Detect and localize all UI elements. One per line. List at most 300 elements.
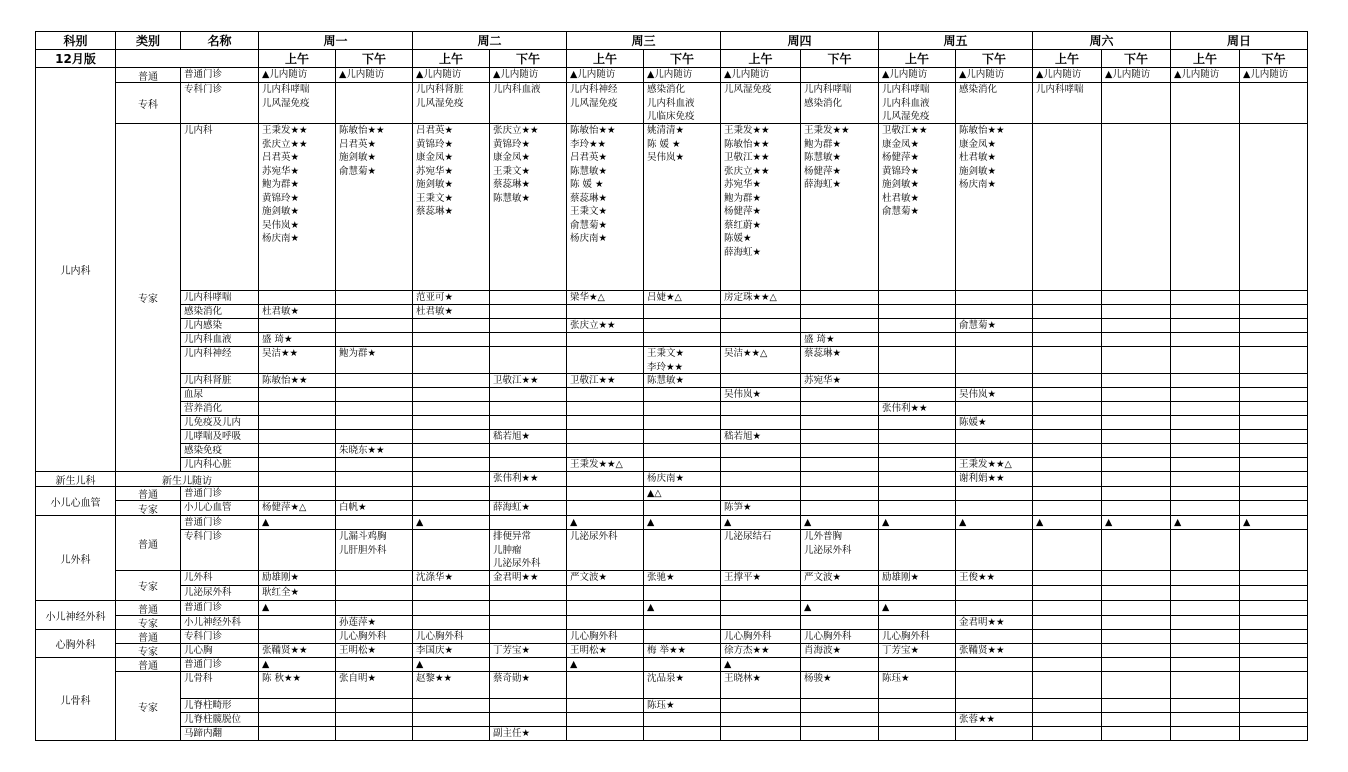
- schedule-entry: 沈品泉★: [643, 671, 721, 699]
- schedule-entry: 张自明★: [335, 671, 413, 699]
- schedule-entry: [800, 401, 879, 416]
- schedule-entry: [800, 443, 879, 458]
- schedule-entry: 感染消化: [955, 82, 1033, 124]
- schedule-entry: [258, 290, 336, 305]
- schedule-entry: [412, 712, 490, 727]
- schedule-entry: [1170, 373, 1240, 388]
- schedule-entry: [1170, 82, 1240, 124]
- schedule-entry: [643, 387, 721, 402]
- schedule-entry: ▲儿内随访: [335, 67, 413, 83]
- schedule-entry: ▲: [878, 515, 956, 530]
- schedule-entry: [1170, 332, 1240, 347]
- category-cell: 普通: [115, 629, 181, 644]
- schedule-entry: [1239, 401, 1308, 416]
- schedule-entry: 儿心胸外科: [720, 629, 801, 644]
- schedule-entry: 王俊★★: [955, 570, 1033, 586]
- schedule-entry: [1032, 657, 1102, 672]
- schedule-entry: 陈敏怡★★ 吕君英★ 施剑敏★ 俞慧菊★: [335, 123, 413, 291]
- schedule-entry: [1101, 615, 1171, 630]
- schedule-entry: [566, 401, 644, 416]
- schedule-entry: [800, 471, 879, 487]
- schedule-entry: [800, 698, 879, 713]
- schedule-entry: 白帆★: [335, 500, 413, 516]
- day-header: 周四: [720, 31, 879, 50]
- schedule-entry: 张鞴贤★★: [955, 643, 1033, 658]
- schedule-entry: [489, 615, 567, 630]
- schedule-entry: [1101, 346, 1171, 374]
- schedule-entry: [412, 600, 490, 616]
- schedule-entry: [566, 500, 644, 516]
- schedule-entry: [878, 429, 956, 444]
- schedule-entry: [258, 415, 336, 430]
- schedule-entry: ▲: [1170, 515, 1240, 530]
- am-header: 上午: [1170, 49, 1240, 68]
- schedule-entry: 励雄刚★: [258, 570, 336, 586]
- schedule-entry: 姚清清★ 陈 媛 ★ 吴伟岚★: [643, 123, 721, 291]
- schedule-entry: [1032, 415, 1102, 430]
- schedule-entry: 儿风湿免疫: [720, 82, 801, 124]
- schedule-entry: [800, 290, 879, 305]
- schedule-entry: [800, 415, 879, 430]
- schedule-entry: [1170, 304, 1240, 319]
- schedule-entry: [489, 657, 567, 672]
- schedule-entry: [643, 415, 721, 430]
- schedule-entry: [335, 318, 413, 333]
- schedule-entry: [566, 671, 644, 699]
- schedule-entry: [412, 585, 490, 601]
- schedule-entry: [878, 443, 956, 458]
- category-cell: 普通: [115, 67, 181, 83]
- schedule-entry: 陈笋★: [720, 500, 801, 516]
- category-cell: 普通: [115, 515, 181, 571]
- schedule-entry: [1032, 726, 1102, 741]
- schedule-entry: [643, 615, 721, 630]
- schedule-entry: [335, 415, 413, 430]
- schedule-entry: ▲: [258, 515, 336, 530]
- schedule-entry: [1170, 698, 1240, 713]
- schedule-entry: [489, 290, 567, 305]
- schedule-entry: [1170, 123, 1240, 291]
- schedule-entry: [489, 387, 567, 402]
- schedule-entry: [335, 585, 413, 601]
- schedule-entry: [489, 415, 567, 430]
- schedule-entry: [489, 712, 567, 727]
- schedule-entry: [1101, 657, 1171, 672]
- schedule-entry: [1170, 471, 1240, 487]
- clinic-name: 普通门诊: [180, 486, 259, 501]
- schedule-entry: [258, 387, 336, 402]
- schedule-entry: [1032, 570, 1102, 586]
- schedule-entry: [1101, 486, 1171, 501]
- schedule-entry: ▲: [800, 515, 879, 530]
- schedule-entry: 朱晓东★★: [335, 443, 413, 458]
- schedule-entry: [1170, 443, 1240, 458]
- schedule-entry: [489, 443, 567, 458]
- schedule-entry: ▲儿内随访: [566, 67, 644, 83]
- schedule-entry: [489, 698, 567, 713]
- schedule-entry: 陈慧敏★: [643, 373, 721, 388]
- schedule-entry: [878, 387, 956, 402]
- schedule-entry: [1239, 387, 1308, 402]
- schedule-entry: [878, 529, 956, 571]
- schedule-entry: [1170, 570, 1240, 586]
- schedule-entry: [800, 429, 879, 444]
- schedule-entry: [1239, 332, 1308, 347]
- schedule-entry: 徐方杰★★: [720, 643, 801, 658]
- schedule-entry: 吴洁★★: [258, 346, 336, 374]
- schedule-entry: [489, 515, 567, 530]
- schedule-entry: ▲: [1101, 515, 1171, 530]
- clinic-name: 普通门诊: [180, 515, 259, 530]
- schedule-entry: [800, 585, 879, 601]
- schedule-entry: [258, 698, 336, 713]
- schedule-entry: [335, 486, 413, 501]
- schedule-entry: 苏宛华★: [800, 373, 879, 388]
- category-cell: 专家: [115, 615, 181, 630]
- schedule-entry: ▲: [643, 515, 721, 530]
- schedule-entry: [1239, 671, 1308, 699]
- schedule-entry: 儿心胸外科: [412, 629, 490, 644]
- schedule-entry: [412, 615, 490, 630]
- schedule-entry: [489, 486, 567, 501]
- schedule-entry: ▲: [955, 515, 1033, 530]
- schedule-entry: [1170, 615, 1240, 630]
- schedule-entry: [800, 67, 879, 83]
- schedule-entry: 沈涤华★: [412, 570, 490, 586]
- schedule-entry: [258, 429, 336, 444]
- schedule-entry: 陈 秋★★: [258, 671, 336, 699]
- dept-header: 科别: [35, 31, 116, 50]
- category-cell: 普通: [115, 486, 181, 501]
- schedule-entry: [1101, 643, 1171, 658]
- schedule-entry: ▲儿内随访: [878, 67, 956, 83]
- clinic-name: 儿内科哮喘: [180, 290, 259, 305]
- schedule-entry: ▲儿内随访: [489, 67, 567, 83]
- clinic-name: 小儿神经外科: [180, 615, 259, 630]
- schedule-entry: [1101, 401, 1171, 416]
- schedule-entry: [643, 712, 721, 727]
- schedule-entry: [412, 318, 490, 333]
- schedule-entry: [335, 457, 413, 472]
- schedule-entry: [878, 726, 956, 741]
- schedule-entry: ▲: [720, 515, 801, 530]
- schedule-entry: 丁芳宝★: [489, 643, 567, 658]
- schedule-entry: [955, 500, 1033, 516]
- schedule-entry: 梅 举★★: [643, 643, 721, 658]
- clinic-name: 儿内感染: [180, 318, 259, 333]
- schedule-entry: [335, 600, 413, 616]
- schedule-entry: 陈珏★: [878, 671, 956, 699]
- schedule-entry: 儿心胸外科: [800, 629, 879, 644]
- schedule-entry: 陈敏怡★★: [258, 373, 336, 388]
- schedule-entry: [720, 585, 801, 601]
- schedule-entry: [878, 698, 956, 713]
- schedule-entry: [643, 529, 721, 571]
- schedule-entry: [878, 332, 956, 347]
- schedule-entry: [1239, 712, 1308, 727]
- schedule-entry: [1032, 123, 1102, 291]
- day-header: 周五: [878, 31, 1033, 50]
- blank-header: [115, 49, 259, 68]
- schedule-entry: [1101, 500, 1171, 516]
- schedule-entry: [1101, 304, 1171, 319]
- schedule-entry: [1170, 600, 1240, 616]
- schedule-entry: [1170, 318, 1240, 333]
- schedule-entry: [720, 486, 801, 501]
- schedule-entry: [878, 657, 956, 672]
- schedule-entry: [566, 304, 644, 319]
- schedule-entry: 吴洁★★△: [720, 346, 801, 374]
- schedule-entry: [643, 657, 721, 672]
- schedule-entry: [1032, 346, 1102, 374]
- schedule-entry: [878, 373, 956, 388]
- schedule-entry: [955, 304, 1033, 319]
- schedule-entry: [1101, 712, 1171, 727]
- schedule-entry: [412, 346, 490, 374]
- schedule-entry: ▲: [566, 515, 644, 530]
- pm-header: 下午: [955, 49, 1033, 68]
- schedule-entry: [1239, 698, 1308, 713]
- schedule-entry: [1239, 123, 1308, 291]
- schedule-entry: [1170, 657, 1240, 672]
- schedule-entry: [1101, 726, 1171, 741]
- schedule-entry: 儿内科神经 儿风湿免疫: [566, 82, 644, 124]
- schedule-entry: 鲍为群★: [335, 346, 413, 374]
- schedule-entry: [1032, 600, 1102, 616]
- schedule-entry: [1101, 671, 1171, 699]
- schedule-entry: 赵黎★★: [412, 671, 490, 699]
- schedule-entry: 张驰★: [643, 570, 721, 586]
- schedule-entry: [643, 318, 721, 333]
- schedule-entry: [1239, 657, 1308, 672]
- schedule-entry: ▲: [878, 600, 956, 616]
- clinic-name: 儿外科: [180, 570, 259, 586]
- schedule-entry: [1101, 429, 1171, 444]
- schedule-entry: [800, 726, 879, 741]
- category-cell: 专科: [115, 82, 181, 124]
- schedule-entry: [1032, 629, 1102, 644]
- schedule-entry: 杨骏★: [800, 671, 879, 699]
- schedule-entry: [643, 500, 721, 516]
- schedule-entry: [1239, 643, 1308, 658]
- schedule-entry: [335, 429, 413, 444]
- schedule-entry: [1170, 726, 1240, 741]
- schedule-entry: [566, 332, 644, 347]
- schedule-entry: [1032, 585, 1102, 601]
- schedule-entry: 盛 琦★: [258, 332, 336, 347]
- pm-header: 下午: [1239, 49, 1308, 68]
- schedule-entry: [258, 529, 336, 571]
- schedule-entry: [258, 615, 336, 630]
- schedule-entry: 薛海虹★: [489, 500, 567, 516]
- clinic-name: 专科门诊: [180, 82, 259, 124]
- schedule-entry: 王秉文★ 李玲★★: [643, 346, 721, 374]
- schedule-entry: 蔡蕊琳★: [800, 346, 879, 374]
- schedule-entry: [1170, 712, 1240, 727]
- day-header: 周一: [258, 31, 413, 50]
- schedule-entry: 王秉发★★ 陈敏怡★★ 卫敬江★★ 张庆立★★ 苏宛华★ 鲍为群★ 杨健萍★ 蔡红蔚★ 陈媛★ 薛海虹★: [720, 123, 801, 291]
- schedule-entry: 王晓林★: [720, 671, 801, 699]
- schedule-entry: [720, 332, 801, 347]
- schedule-entry: [1032, 671, 1102, 699]
- schedule-entry: [955, 585, 1033, 601]
- schedule-entry: [800, 387, 879, 402]
- schedule-entry: [1170, 429, 1240, 444]
- schedule-entry: 儿泌尿外科: [566, 529, 644, 571]
- schedule-entry: [412, 387, 490, 402]
- category-cell: 专家: [115, 570, 181, 601]
- schedule-entry: ▲儿内随访: [258, 67, 336, 83]
- schedule-entry: 梁华★△: [566, 290, 644, 305]
- schedule-entry: [1239, 429, 1308, 444]
- schedule-entry: [800, 712, 879, 727]
- clinic-name: 普通门诊: [180, 67, 259, 83]
- schedule-entry: 儿心胸外科: [566, 629, 644, 644]
- schedule-entry: [1032, 373, 1102, 388]
- schedule-entry: [335, 657, 413, 672]
- schedule-entry: 儿内科哮喘 儿风湿免疫: [258, 82, 336, 124]
- schedule-entry: [720, 318, 801, 333]
- clinic-name: 专科门诊: [180, 629, 259, 644]
- schedule-entry: 吴伟岚★: [955, 387, 1033, 402]
- pm-header: 下午: [1101, 49, 1171, 68]
- pm-header: 下午: [489, 49, 567, 68]
- schedule-entry: [1101, 600, 1171, 616]
- schedule-entry: [412, 443, 490, 458]
- schedule-entry: 张庆立★★: [566, 318, 644, 333]
- category-cell: 专家: [115, 671, 181, 741]
- schedule-entry: [720, 415, 801, 430]
- schedule-entry: [1239, 290, 1308, 305]
- schedule-entry: [335, 515, 413, 530]
- schedule-entry: [955, 373, 1033, 388]
- schedule-entry: 严文波★: [566, 570, 644, 586]
- schedule-entry: [566, 387, 644, 402]
- schedule-entry: [878, 712, 956, 727]
- schedule-entry: [1101, 332, 1171, 347]
- schedule-entry: [643, 332, 721, 347]
- schedule-entry: [566, 429, 644, 444]
- schedule-entry: [1101, 387, 1171, 402]
- schedule-entry: ▲儿内随访: [1170, 67, 1240, 83]
- schedule-entry: 耿红全★: [258, 585, 336, 601]
- schedule-entry: 谢利娟★★: [955, 471, 1033, 487]
- dept-cell: 小儿心血管: [35, 486, 116, 516]
- schedule-entry: [412, 401, 490, 416]
- schedule-entry: [1032, 401, 1102, 416]
- schedule-entry: [1170, 415, 1240, 430]
- schedule-entry: [1032, 500, 1102, 516]
- schedule-entry: [412, 486, 490, 501]
- day-header: 周三: [566, 31, 721, 50]
- schedule-entry: [720, 457, 801, 472]
- schedule-entry: [955, 332, 1033, 347]
- schedule-entry: [566, 600, 644, 616]
- schedule-entry: 张伟利★★: [878, 401, 956, 416]
- schedule-entry: [878, 615, 956, 630]
- schedule-entry: ▲: [720, 657, 801, 672]
- schedule-entry: [643, 304, 721, 319]
- schedule-entry: [1239, 585, 1308, 601]
- schedule-entry: [1101, 457, 1171, 472]
- schedule-entry: [1101, 82, 1171, 124]
- schedule-entry: [1101, 471, 1171, 487]
- schedule-entry: [878, 304, 956, 319]
- schedule-entry: [566, 726, 644, 741]
- schedule-entry: [412, 726, 490, 741]
- schedule-entry: 严文波★: [800, 570, 879, 586]
- schedule-entry: [720, 615, 801, 630]
- schedule-entry: [335, 712, 413, 727]
- schedule-entry: 杨健萍★△: [258, 500, 336, 516]
- schedule-entry: [878, 290, 956, 305]
- schedule-entry: [878, 585, 956, 601]
- schedule-entry: [412, 415, 490, 430]
- schedule-entry: 儿外普胸 儿泌尿外科: [800, 529, 879, 571]
- schedule-entry: [1239, 82, 1308, 124]
- schedule-entry: ▲: [643, 600, 721, 616]
- schedule-entry: [566, 486, 644, 501]
- schedule-entry: ▲: [258, 600, 336, 616]
- schedule-entry: [1170, 290, 1240, 305]
- schedule-entry: [1239, 529, 1308, 571]
- schedule-entry: [335, 726, 413, 741]
- schedule-entry: [800, 457, 879, 472]
- schedule-entry: [643, 585, 721, 601]
- schedule-entry: 杜君敏★: [258, 304, 336, 319]
- schedule-entry: 王明松★: [566, 643, 644, 658]
- schedule-entry: [1032, 457, 1102, 472]
- schedule-entry: 盛 琦★: [800, 332, 879, 347]
- schedule-entry: 感染消化 儿内科血液 儿临床免疫: [643, 82, 721, 124]
- schedule-entry: [489, 318, 567, 333]
- schedule-entry: [258, 471, 336, 487]
- category-cell: 专家: [115, 643, 181, 658]
- clinic-name: 感染消化: [180, 304, 259, 319]
- schedule-entry: [335, 387, 413, 402]
- dept-cell: 心胸外科: [35, 629, 116, 658]
- schedule-entry: [1032, 486, 1102, 501]
- am-header: 上午: [878, 49, 956, 68]
- pm-header: 下午: [643, 49, 721, 68]
- schedule-entry: [1239, 570, 1308, 586]
- schedule-entry: [955, 346, 1033, 374]
- schedule-entry: [800, 304, 879, 319]
- schedule-entry: [412, 332, 490, 347]
- schedule-entry: [720, 712, 801, 727]
- schedule-entry: 王秉发★★△: [955, 457, 1033, 472]
- schedule-entry: ▲: [412, 515, 490, 530]
- schedule-entry: 卫敬江★★ 康金凤★ 杨健萍★ 黄锦玲★ 施剑敏★ 杜君敏★ 俞慧菊★: [878, 123, 956, 291]
- schedule-entry: [489, 304, 567, 319]
- schedule-entry: [489, 457, 567, 472]
- schedule-entry: [878, 318, 956, 333]
- schedule-entry: [1239, 500, 1308, 516]
- schedule-entry: 张伟利★★: [489, 471, 567, 487]
- schedule-entry: 李国庆★: [412, 643, 490, 658]
- schedule-entry: 副主任★: [489, 726, 567, 741]
- clinic-name: 普通门诊: [180, 600, 259, 616]
- schedule-entry: [566, 615, 644, 630]
- schedule-entry: [955, 726, 1033, 741]
- schedule-entry: [258, 712, 336, 727]
- schedule-entry: ▲△: [643, 486, 721, 501]
- schedule-entry: [955, 698, 1033, 713]
- clinic-name: 儿内科神经: [180, 346, 259, 374]
- schedule-entry: [1101, 529, 1171, 571]
- dept-cell: 儿内科: [35, 67, 116, 472]
- schedule-entry: [412, 529, 490, 571]
